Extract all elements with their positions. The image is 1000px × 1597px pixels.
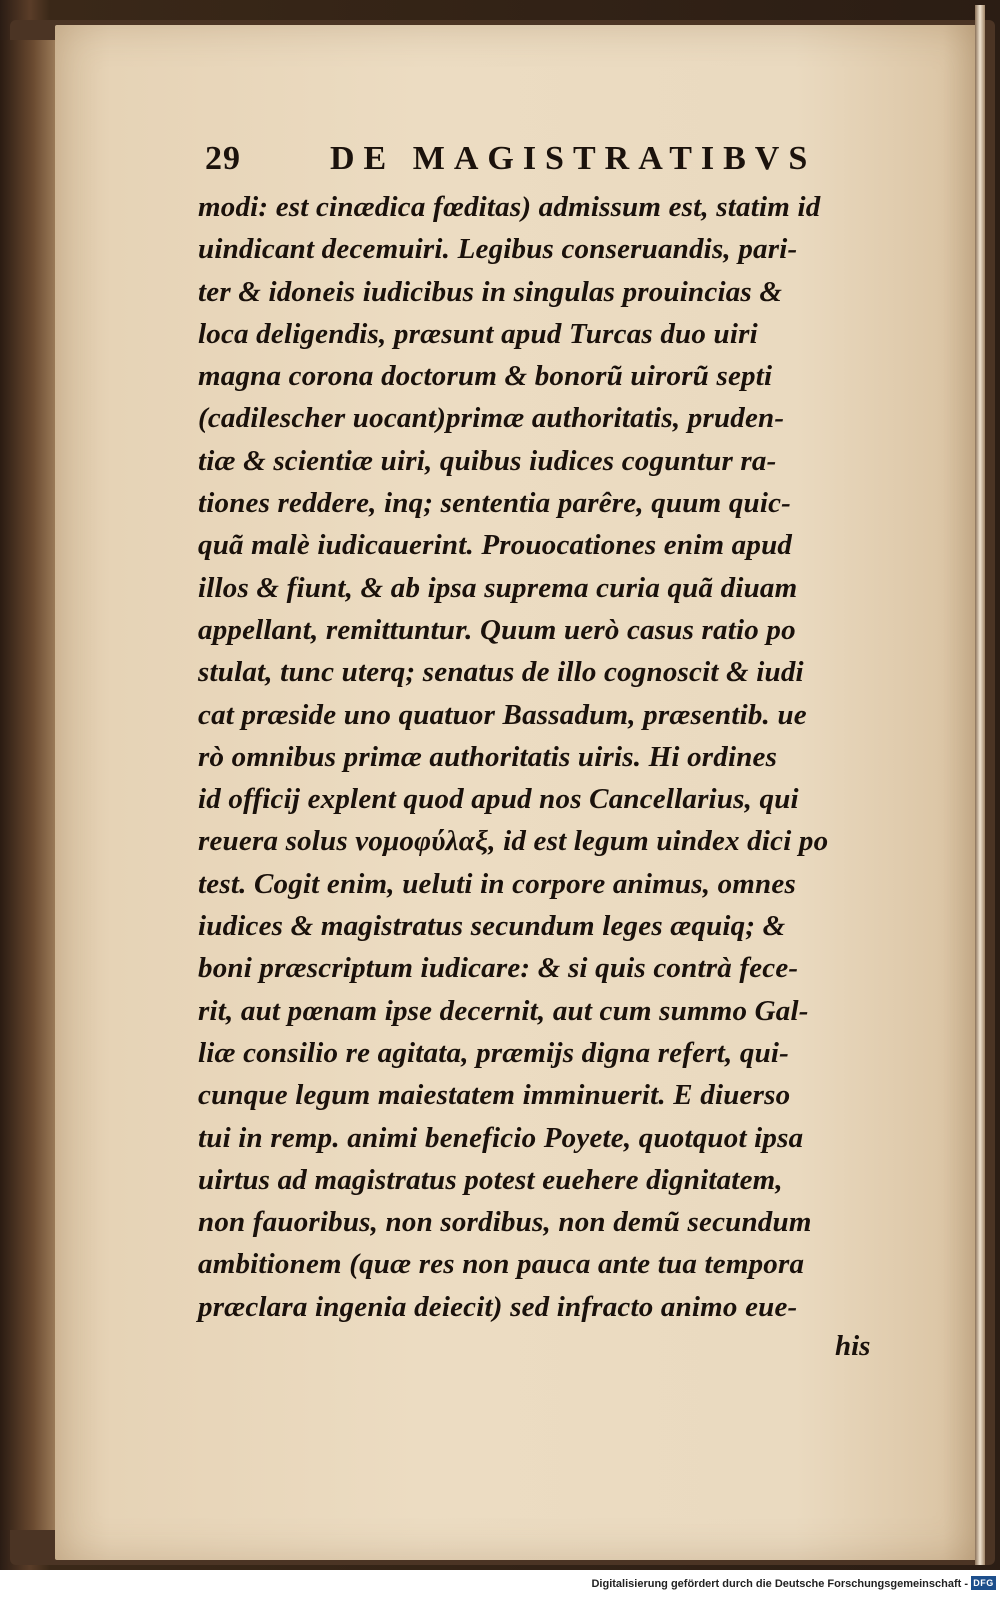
text-line: ambitionem (quæ res non pauca ante tua tempora: [198, 1248, 805, 1281]
text-line: loca deligendis, præsunt apud Turcas duo uiri: [198, 317, 758, 350]
text-line: tui in remp. animi beneficio Poyete, quotquot ipsa: [198, 1121, 804, 1154]
text-line: stulat, tunc uterq; senatus de illo cognoscit & iudi: [198, 656, 804, 689]
footer-bar: [0, 1570, 1000, 1597]
text-line: appellant, remittuntur. Quum uerò casus ratio po: [198, 613, 796, 646]
text-line: tiones reddere, inq; sententia parêre, quum quic-: [198, 487, 792, 520]
text-line: modi: est cinædica fœditas) admissum est, statim id: [198, 191, 821, 223]
text-line: boni præscriptum iudicare: & si quis contrà fece-: [198, 952, 799, 985]
text-line: uirtus ad magistratus potest euehere dignitatem,: [198, 1163, 783, 1196]
text-line: quã malè iudicauerint. Prouocationes enim apud: [198, 529, 793, 562]
text-line: illos & fiunt, & ab ipsa suprema curia quã diuam: [198, 571, 798, 604]
page-edge: [975, 5, 985, 1565]
text-line: rò omnibus primæ authoritatis uiris. Hi ordines: [198, 740, 778, 773]
text-line: ter & idoneis iudicibus in singulas prouincias &: [198, 275, 783, 308]
page-number: 29: [205, 140, 241, 177]
text-line: id officij explent quod apud nos Cancellarius, qui: [198, 783, 799, 816]
body-text: [198, 186, 898, 1328]
text-line: tiæ & scientiæ uiri, quibus iudices coguntur ra-: [198, 444, 777, 477]
text-line: test. Cogit enim, ueluti in corpore animus, omnes: [198, 867, 796, 900]
text-line: iudices & magistratus secundum leges æquiq; &: [198, 910, 786, 943]
dfg-logo-icon: DFG: [971, 1576, 996, 1590]
footer-credit: Digitalisierung gefördert durch die Deutsche Forschungsgemeinschaft -: [591, 1578, 968, 1590]
text-line: reuera solus νομοφύλαξ, id est legum uindex dici po: [198, 825, 829, 858]
text-line: uindicant decemuiri. Legibus conseruandis, pari-: [198, 233, 798, 266]
page-header: [205, 140, 825, 180]
text-line: magna corona doctorum & bonorũ uirorũ septi: [198, 360, 773, 393]
catchword: his: [835, 1330, 871, 1362]
text-line: liæ consilio re agitata, præmijs digna refert, qui-: [198, 1036, 790, 1069]
book-gutter: [0, 40, 55, 1530]
text-line: cunque legum maiestatem imminuerit. E diuerso: [198, 1079, 791, 1112]
running-title: DE MAGISTRATIBVS: [330, 140, 817, 177]
text-line: cat præside uno quatuor Bassadum, præsentib. ue: [198, 698, 807, 731]
text-line: non fauoribus, non sordibus, non demũ secundum: [198, 1206, 812, 1239]
text-line: rit, aut pœnam ipse decernit, aut cum summo Gal-: [198, 994, 809, 1027]
text-line: præclara ingenia deiecit) sed infracto animo eue-: [198, 1290, 798, 1323]
text-line: (cadilescher uocant)primæ authoritatis, pruden-: [198, 402, 785, 435]
